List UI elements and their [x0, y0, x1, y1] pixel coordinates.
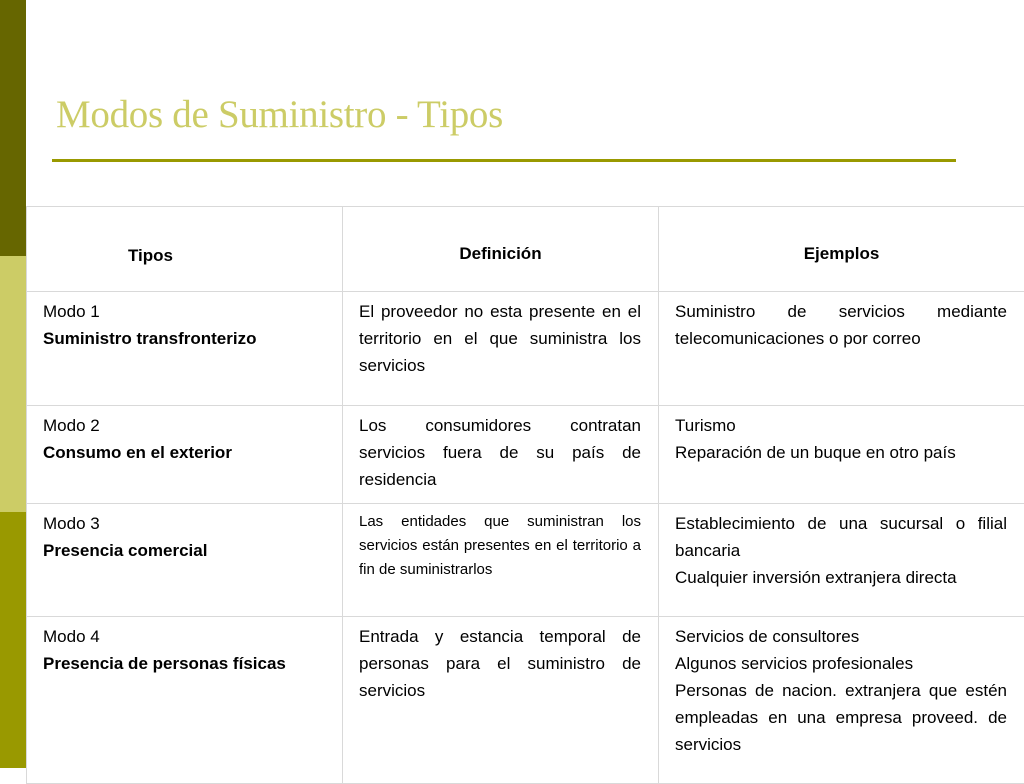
- sidebar-band-middle: [0, 256, 26, 512]
- definition-text: El proveedor no esta presente en el territorio en el que suministra los servicios: [359, 298, 641, 379]
- type-cell: [27, 406, 343, 504]
- mode-type: Presencia de personas físicas: [43, 650, 325, 677]
- definition-cell: [343, 617, 659, 784]
- header-cell-tipos: Tipos: [27, 207, 343, 292]
- table-row: [27, 504, 1024, 617]
- table-row: [27, 292, 1024, 406]
- example-item: Cualquier inversión extranjera directa: [675, 564, 1007, 591]
- mode-name: Modo 3: [43, 510, 325, 537]
- mode-type: Suministro transfronterizo: [43, 325, 325, 352]
- title-underline: [52, 159, 956, 162]
- example-item: Turismo: [675, 412, 1007, 439]
- example-item: Personas de nacion. extranjera que estén empleadas en una empresa proveed. de servicios: [675, 677, 1007, 758]
- sidebar-band-top: [0, 0, 26, 256]
- examples-cell: [659, 617, 1024, 784]
- mode-type: Consumo en el exterior: [43, 439, 325, 466]
- definition-text: Entrada y estancia temporal de personas para el suministro de servicios: [359, 623, 641, 704]
- example-item: Algunos servicios profesionales: [675, 650, 1007, 677]
- header-cell-ejemplos: Ejemplos: [659, 207, 1024, 292]
- definition-cell: [343, 406, 659, 504]
- sidebar-band-bottom: [0, 512, 26, 768]
- mode-name: Modo 2: [43, 412, 325, 439]
- definition-cell: [343, 292, 659, 406]
- definition-text: Las entidades que suministran los servicios están presentes en el territorio a fin de suministrarlos: [359, 510, 641, 582]
- table-row: [27, 617, 1024, 784]
- table-header-row: [27, 207, 1024, 292]
- example-item: Suministro de servicios mediante telecomunicaciones o por correo: [675, 298, 1007, 352]
- examples-cell: [659, 406, 1024, 504]
- supply-modes-table: [26, 206, 1024, 784]
- example-item: Reparación de un buque en otro país: [675, 439, 1007, 466]
- table-row: [27, 406, 1024, 504]
- page-title: Modos de Suministro - Tipos: [56, 92, 503, 137]
- example-item: Establecimiento de una sucursal o filial bancaria: [675, 510, 1007, 564]
- type-cell: [27, 292, 343, 406]
- examples-cell: [659, 292, 1024, 406]
- mode-type: Presencia comercial: [43, 537, 325, 564]
- definition-text: Los consumidores contratan servicios fuera de su país de residencia: [359, 412, 641, 493]
- mode-name: Modo 4: [43, 623, 325, 650]
- header-cell-definicion: Definición: [343, 207, 659, 292]
- mode-name: Modo 1: [43, 298, 325, 325]
- examples-cell: [659, 504, 1024, 617]
- example-item: Servicios de consultores: [675, 623, 1007, 650]
- type-cell: [27, 504, 343, 617]
- type-cell: [27, 617, 343, 784]
- definition-cell: [343, 504, 659, 617]
